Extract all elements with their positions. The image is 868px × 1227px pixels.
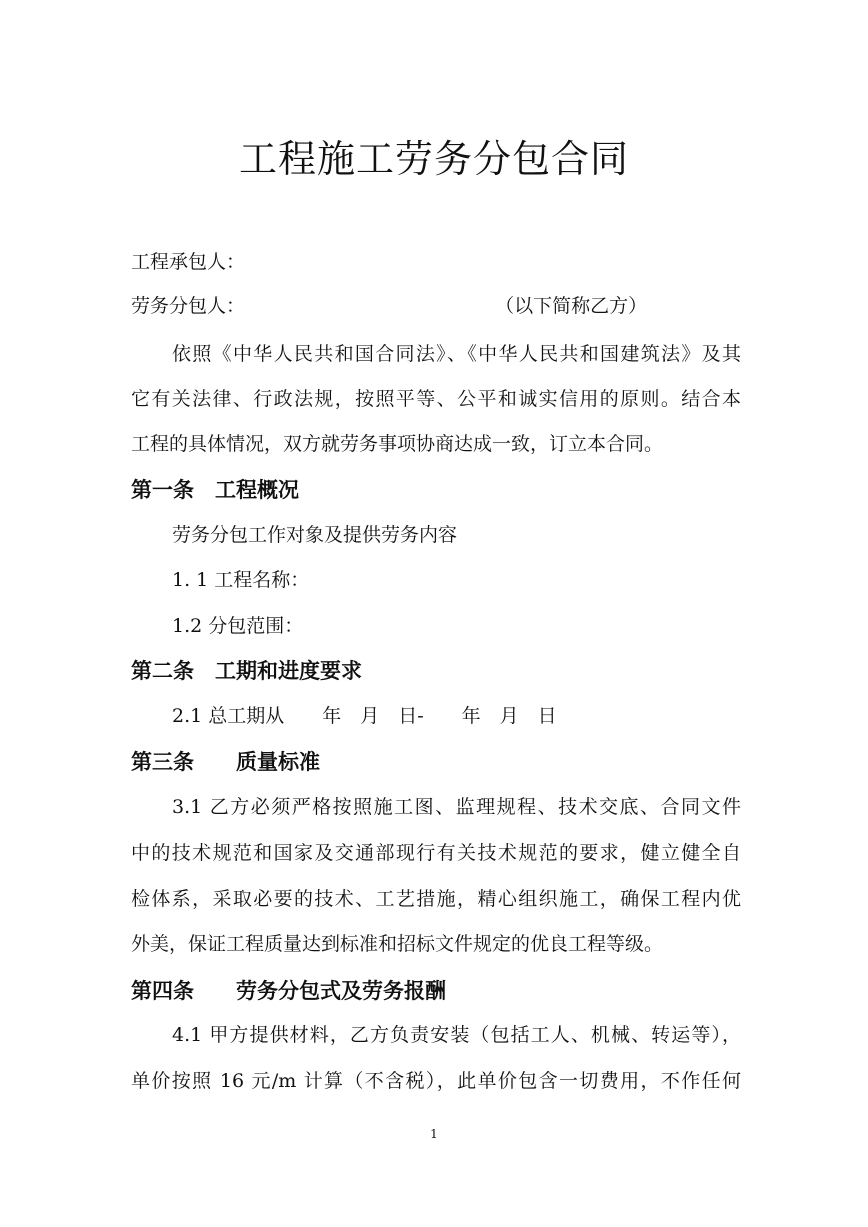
article-2-duration: 2.1 总工期从 年 月 日- 年 月 日 <box>172 705 557 727</box>
page-number: 1 <box>430 1127 438 1141</box>
article-1-heading: 第一条 工程概况 <box>131 477 299 502</box>
article-4-line: 单价按照 16 元/m 计算（不含税），此单价包含一切费用，不作任何 <box>131 1070 741 1092</box>
document-title: 工程施工劳务分包合同 <box>238 137 629 181</box>
subcontractor-line <box>131 293 741 319</box>
article-1-project-name: 1. 1 工程名称： <box>172 569 310 591</box>
intro-line: 依照《中华人民共和国合同法》、《中华人民共和国建筑法》及其 <box>172 343 741 365</box>
subcontractor-note: （以下简称乙方） <box>495 295 648 317</box>
article-1-scope: 1.2 分包范围： <box>172 615 304 637</box>
article-3-line: 中的技术规范和国家及交通部现行有关技术规范的要求，健立健全自 <box>131 842 741 864</box>
contractor-label: 工程承包人： <box>131 251 246 273</box>
intro-line: 工程的具体情况，双方就劳务事项协商达成一致，订立本合同。 <box>131 433 664 455</box>
article-4-heading: 第四条 劳务分包式及劳务报酬 <box>131 978 446 1003</box>
article-4-line: 4.1 甲方提供材料，乙方负责安装（包括工人、机械、转运等）， <box>172 1024 741 1046</box>
article-3-line: 3.1 乙方必须严格按照施工图、监理规程、技术交底、合同文件 <box>172 796 741 818</box>
article-1-text: 劳务分包工作对象及提供劳务内容 <box>172 524 458 546</box>
subcontractor-label: 劳务分包人： <box>131 295 246 317</box>
article-3-heading: 第三条 质量标准 <box>131 749 320 774</box>
article-3-line: 外美，保证工程质量达到标准和招标文件规定的优良工程等级。 <box>131 933 664 955</box>
article-2-heading: 第二条 工期和进度要求 <box>131 658 362 683</box>
article-3-line: 检体系，采取必要的技术、工艺措施，精心组织施工，确保工程内优 <box>131 888 741 910</box>
intro-line: 它有关法律、行政法规，按照平等、公平和诚实信用的原则。结合本 <box>131 388 741 410</box>
